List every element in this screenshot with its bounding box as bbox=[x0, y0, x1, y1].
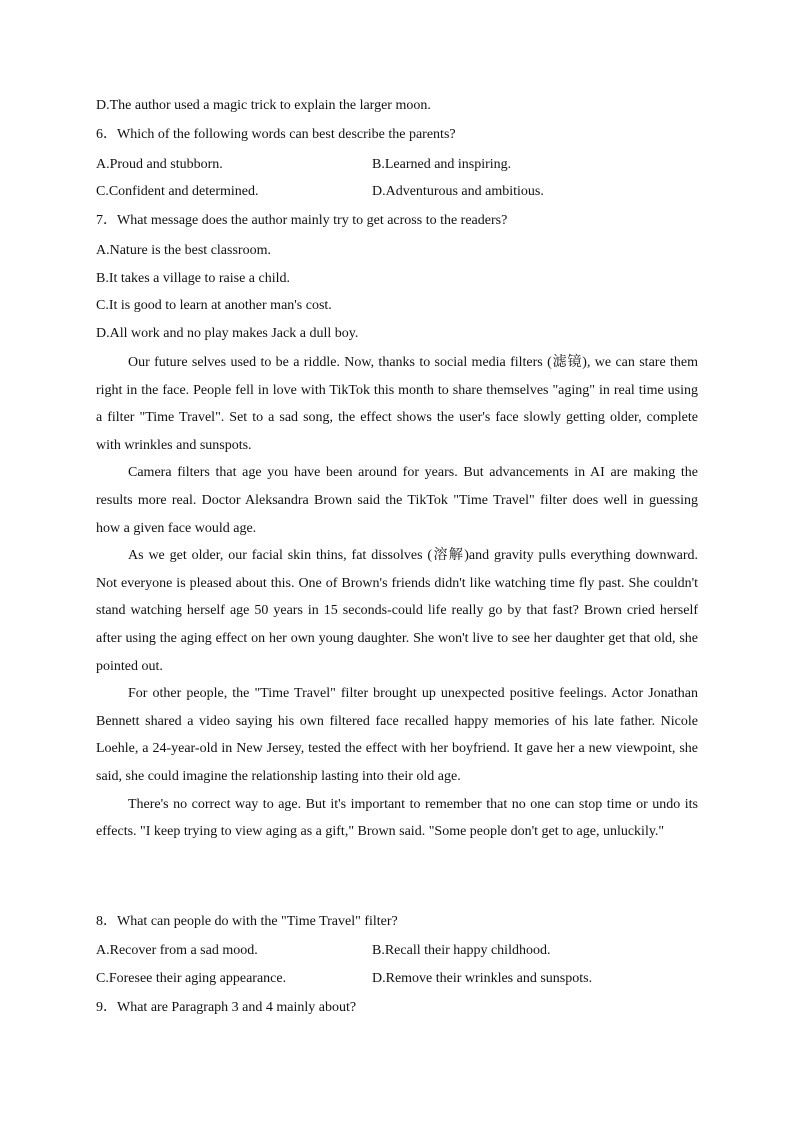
passage-paragraph: There's no correct way to age. But it's important to remember that no one can stop time or undo its effects. "I keep trying to view aging as a gift," Brown said. "Some people don't get to age, unluckily." bbox=[96, 796, 698, 840]
q7-option-c: C.It is good to learn at another man's cost. bbox=[96, 298, 332, 313]
q5-option-d: D.The author used a magic trick to explain the larger moon. bbox=[96, 98, 431, 113]
q7-stem: 7．What message does the author mainly try to get across to the readers? bbox=[96, 213, 508, 228]
passage-paragraph: Camera filters that age you have been around for years. But advancements in AI are making the results more real. Doctor Aleksandra Brown said the TikTok "Time Travel" filter does well in guessing how a given face would age. bbox=[96, 465, 698, 536]
reading-passage bbox=[96, 349, 698, 846]
passage-paragraph: As we get older, our facial skin thins, fat dissolves (溶解)and gravity pulls everything downward. Not everyone is pleased about this. One of Brown's friends didn't like watching time fly past. She couldn't stand watching herself age 50 years in 15 seconds-could life really go by that fast? Brown cried herself after using the aging effect on her own young daughter. She won't live to see her daughter get that old, she pointed out. bbox=[96, 548, 698, 674]
q8-option-c: C.Foresee their aging appearance. bbox=[96, 971, 287, 986]
q7-option-d: D.All work and no play makes Jack a dull boy. bbox=[96, 326, 359, 341]
q8-stem: 8．What can people do with the "Time Travel" filter? bbox=[96, 914, 398, 929]
q8-option-a: A.Recover from a sad mood. bbox=[96, 943, 258, 958]
q6-option-b: B.Learned and inspiring. bbox=[372, 157, 512, 172]
q8-option-b: B.Recall their happy childhood. bbox=[372, 943, 551, 958]
q7-option-a: A.Nature is the best classroom. bbox=[96, 243, 271, 258]
q6-stem: 6．Which of the following words can best describe the parents? bbox=[96, 127, 456, 142]
q6-option-d: D.Adventurous and ambitious. bbox=[372, 184, 544, 199]
passage-paragraph: For other people, the "Time Travel" filter brought up unexpected positive feelings. Actor Jonathan Bennett shared a video saying his own filtered face recalled happy memories of his late father. Nicole Loehle, a 24-year-old in New Jersey, tested the effect with her boyfriend. It gave her a new viewpoint, she said, she could imagine the relationship lasting into their old age. bbox=[96, 686, 698, 784]
q6-option-a: A.Proud and stubborn. bbox=[96, 157, 223, 172]
q9-stem: 9．What are Paragraph 3 and 4 mainly about? bbox=[96, 1000, 357, 1015]
q6-option-c: C.Confident and determined. bbox=[96, 184, 259, 199]
q8-option-d: D.Remove their wrinkles and sunspots. bbox=[372, 971, 593, 986]
passage-paragraph: Our future selves used to be a riddle. Now, thanks to social media filters (滤镜), we can stare them right in the face. People fell in love with TikTok this month to share themselves "aging" in real time using a filter "Time Travel". Set to a sad song, the effect shows the user's face slowly getting older, complete with wrinkles and sunspots. bbox=[96, 355, 698, 453]
q7-option-b: B.It takes a village to raise a child. bbox=[96, 271, 290, 286]
